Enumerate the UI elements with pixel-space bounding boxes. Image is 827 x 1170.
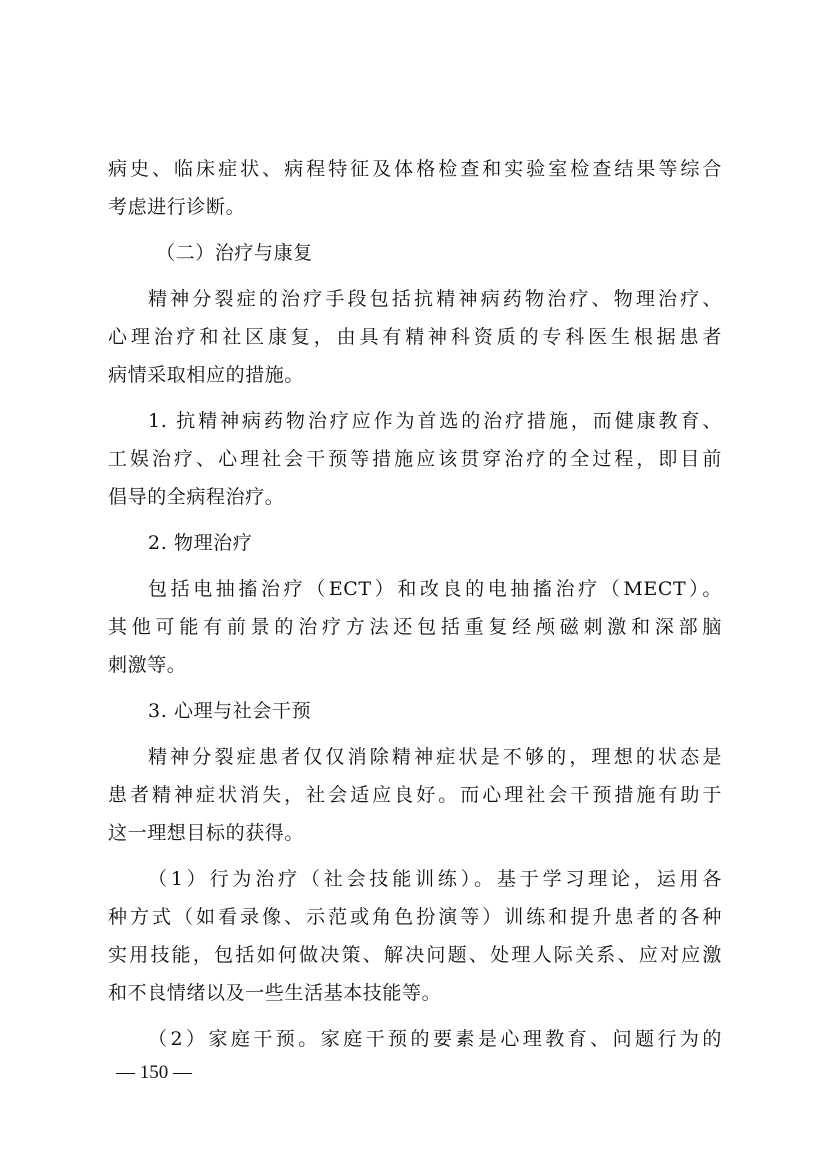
paragraph-line: 倡导的全病程治疗。	[108, 486, 285, 508]
paragraph-line: 包括电抽搐治疗（ECT）和改良的电抽搐治疗（MECT）。	[148, 578, 722, 600]
paragraph-line: （1）行为治疗（社会技能训练）。基于学习理论，运用各	[148, 868, 722, 890]
paragraph-line: （2）家庭干预。家庭干预的要素是心理教育、问题行为的	[148, 1028, 722, 1050]
paragraph-line: 其他可能有前景的治疗方法还包括重复经颅磁刺激和深部脑	[108, 616, 722, 638]
subsection-heading: 2. 物理治疗	[148, 532, 253, 554]
paragraph-line: 和不良情绪以及一些生活基本技能等。	[108, 982, 442, 1004]
paragraph-line: 工娱治疗、心理社会干预等措施应该贯穿治疗的全过程，即目前	[108, 448, 722, 470]
paragraph-line: 种方式（如看录像、示范或角色扮演等）训练和提升患者的各种	[108, 906, 722, 928]
paragraph-line: 1. 抗精神病药物治疗应作为首选的治疗措施，而健康教育、	[148, 410, 722, 432]
paragraph-line: 考虑进行诊断。	[108, 196, 246, 218]
document-body	[108, 150, 722, 1058]
paragraph-line: 精神分裂症患者仅仅消除精神症状是不够的，理想的状态是	[148, 746, 722, 768]
section-heading: （二）治疗与康复	[156, 242, 313, 264]
paragraph-line: 心理治疗和社区康复，由具有精神科资质的专科医生根据患者	[108, 326, 722, 348]
paragraph-line: 刺激等。	[108, 654, 187, 676]
paragraph-line: 患者精神症状消失，社会适应良好。而心理社会干预措施有助于	[108, 784, 722, 806]
paragraph-line: 实用技能，包括如何做决策、解决问题、处理人际关系、应对应激	[108, 944, 722, 966]
page-number: — 150 —	[116, 1062, 192, 1083]
paragraph-line: 病情采取相应的措施。	[108, 364, 305, 386]
paragraph-line: 这一理想目标的获得。	[108, 822, 305, 844]
paragraph-line: 精神分裂症的治疗手段包括抗精神病药物治疗、物理治疗、	[148, 288, 722, 310]
subsection-heading: 3. 心理与社会干预	[148, 700, 312, 722]
paragraph-line: 病史、临床症状、病程特征及体格检查和实验室检查结果等综合	[108, 158, 722, 180]
